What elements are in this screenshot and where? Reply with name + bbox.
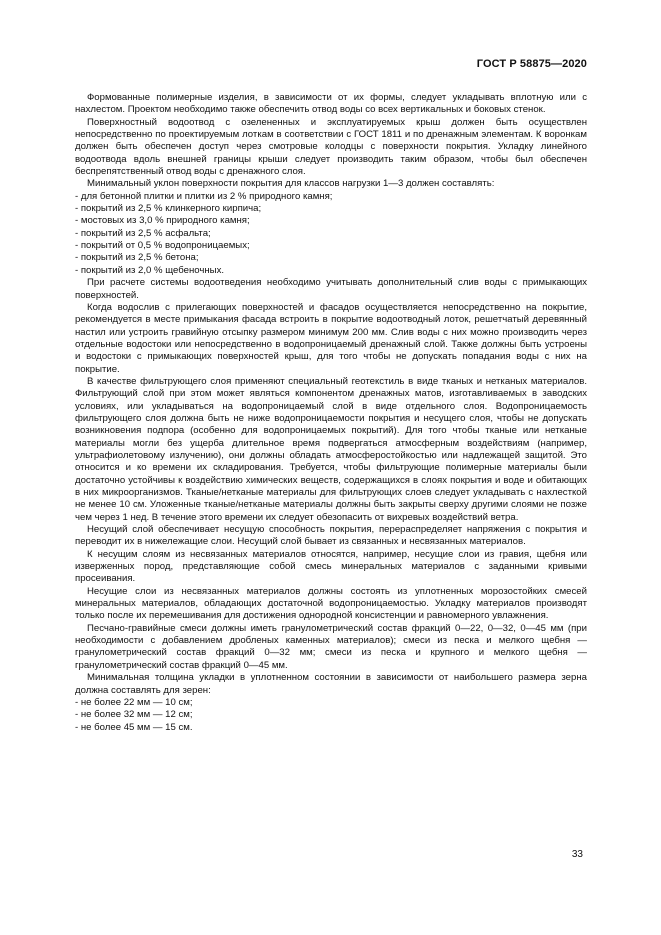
thickness-list [75,697,587,734]
list-item: - не более 22 мм — 10 см; [75,696,193,708]
list-item: - мостовых из 3,0 % природного камня; [75,215,250,227]
document-code: ГОСТ Р 58875—2020 [476,58,587,70]
list-item: - покрытий из 2,5 % асфальта; [75,227,211,239]
paragraph: Несущий слой обеспечивает несущую способность покрытия, перераспределяет напряжения с покрытия и переводит их в нижележащие слои. Несущий слой бывает из связанных и несвязанных материалов. [75,524,587,548]
paragraph: Формованные полимерные изделия, в зависимости от их формы, следует укладывать вплотную или с нахлестом. Проектом необходимо также обеспечить отвод воды со всех вертикальных и боковых стенок. [75,92,587,116]
paragraph: Минимальная толщина укладки в уплотненном состоянии в зависимости от наибольшего размера зерна должна составлять для зерен: [75,672,587,696]
paragraph: Когда водослив с прилегающих поверхностей и фасадов осуществляется непосредственно на покрытие, рекомендуется в месте примыкания фасада встроить в покрытие водоотводный лоток, решетчатый деревянный настил или устроить гравийную отсыпку размером минимум 200 мм. Слив воды с них можно производить через отдельные водостоки или непосредственно в водопроницаемый дренажный слой. Также должны быть устроены и водостоки с примыкающих поверхностей крыш, для того чтобы не допускать попадания воды с них на покрытие. [75,301,587,375]
list-item: - для бетонной плитки и плитки из 2 % природного камня; [75,190,333,202]
list-item: - покрытий из 2,0 % щебеночных. [75,264,225,276]
paragraph: Песчано-гравийные смеси должны иметь гранулометрический состав фракций 0—22, 0—32, 0—45 мм (при необходимости с добавлением дробленых каменных материалов); смеси из песка и мелкого щебня — гранулометрический состав фракций 0—32 мм; смеси из песка и крупного и мелкого щебня — гранулометрический состав фракций 0—45 мм. [75,622,587,671]
paragraph: Поверхностный водоотвод с озелененных и эксплуатируемых крыш должен быть осуществлен непосредственно по проектируемым лоткам в соответствии с ГОСТ 1811 и по дренажным элементам. К воронкам должен быть обеспечен доступ через смотровые колодцы с поверхности покрытия. Укладку линейного водоотвода вдоль внешней границы крыши следует производить таким образом, чтобы был обеспечен беспрепятственный отвод воды с дренажного слоя. [75,116,587,178]
paragraph: Минимальный уклон поверхности покрытия для классов нагрузки 1—3 должен составлять: [87,178,495,190]
paragraph: При расчете системы водоотведения необходимо учитывать дополнительный слив воды с примыкающих поверхностей. [75,277,587,301]
list-item: - не более 32 мм — 12 см; [75,709,193,721]
paragraph: В качестве фильтрующего слоя применяют специальный геотекстиль в виде тканых и нетканых материалов. Фильтрующий слой при этом может являться компонентом дренажных матов, изготавливаемых в заводских условиях, или укладываться на водопроницаемый слой в виде отдельного слоя. Водопроницаемость фильтрующего слоя должна быть не ниже водопроницаемости покрытия и несущего слоя, чтобы не допускать возникновения подпора (особенно для водопроницаемых покрытий). Для того чтобы тканые или нетканые материалы могли без ущерба длительное время подвергаться атмосферным воздействиям (например, ультрафиолетовому излучению), они должны обладать атмосферостойкостью или надлежащей защитой. Это относится и ко времени их складирования. Требуется, чтобы фильтрующие полимерные материалы были достаточно устойчивы к воздействию химических веществ, содержащихся в слоях покрытия и воде и обитающих в них микроорганизмов. Тканые/нетканые материалы для фильтрующих слоев следует укладывать с нахлесткой не менее 10 см. Уложенные тканые/нетканые материалы должны быть закрыты сверху другими слоями не позже чем через 1 нед. В течение этого времени их следует обезопасить от вихревых воздействий ветра. [75,375,587,523]
list-item: - покрытий из 2,5 % бетона; [75,252,199,264]
list-item: - покрытий из 2,5 % клинкерного кирпича; [75,203,262,215]
list-item: - покрытий от 0,5 % водопроницаемых; [75,240,250,252]
document-body [75,92,587,734]
paragraph: К несущим слоям из несвязанных материалов относятся, например, несущие слои из гравия, щебня или изверженных пород, представляющие собой смесь минеральных материалов с заданными кривыми просеивания. [75,548,587,585]
slope-list [75,191,587,277]
paragraph: Несущие слои из несвязанных материалов должны состоять из уплотненных морозостойких смесей минеральных материалов, обладающих достаточной водопроницаемостью. Укладку материалов производят только после их перемешивания для достижения однородной консистенции и равномерного увлажнения. [75,585,587,622]
page-number: 33 [571,849,583,860]
list-item: - не более 45 мм — 15 см. [75,721,193,733]
